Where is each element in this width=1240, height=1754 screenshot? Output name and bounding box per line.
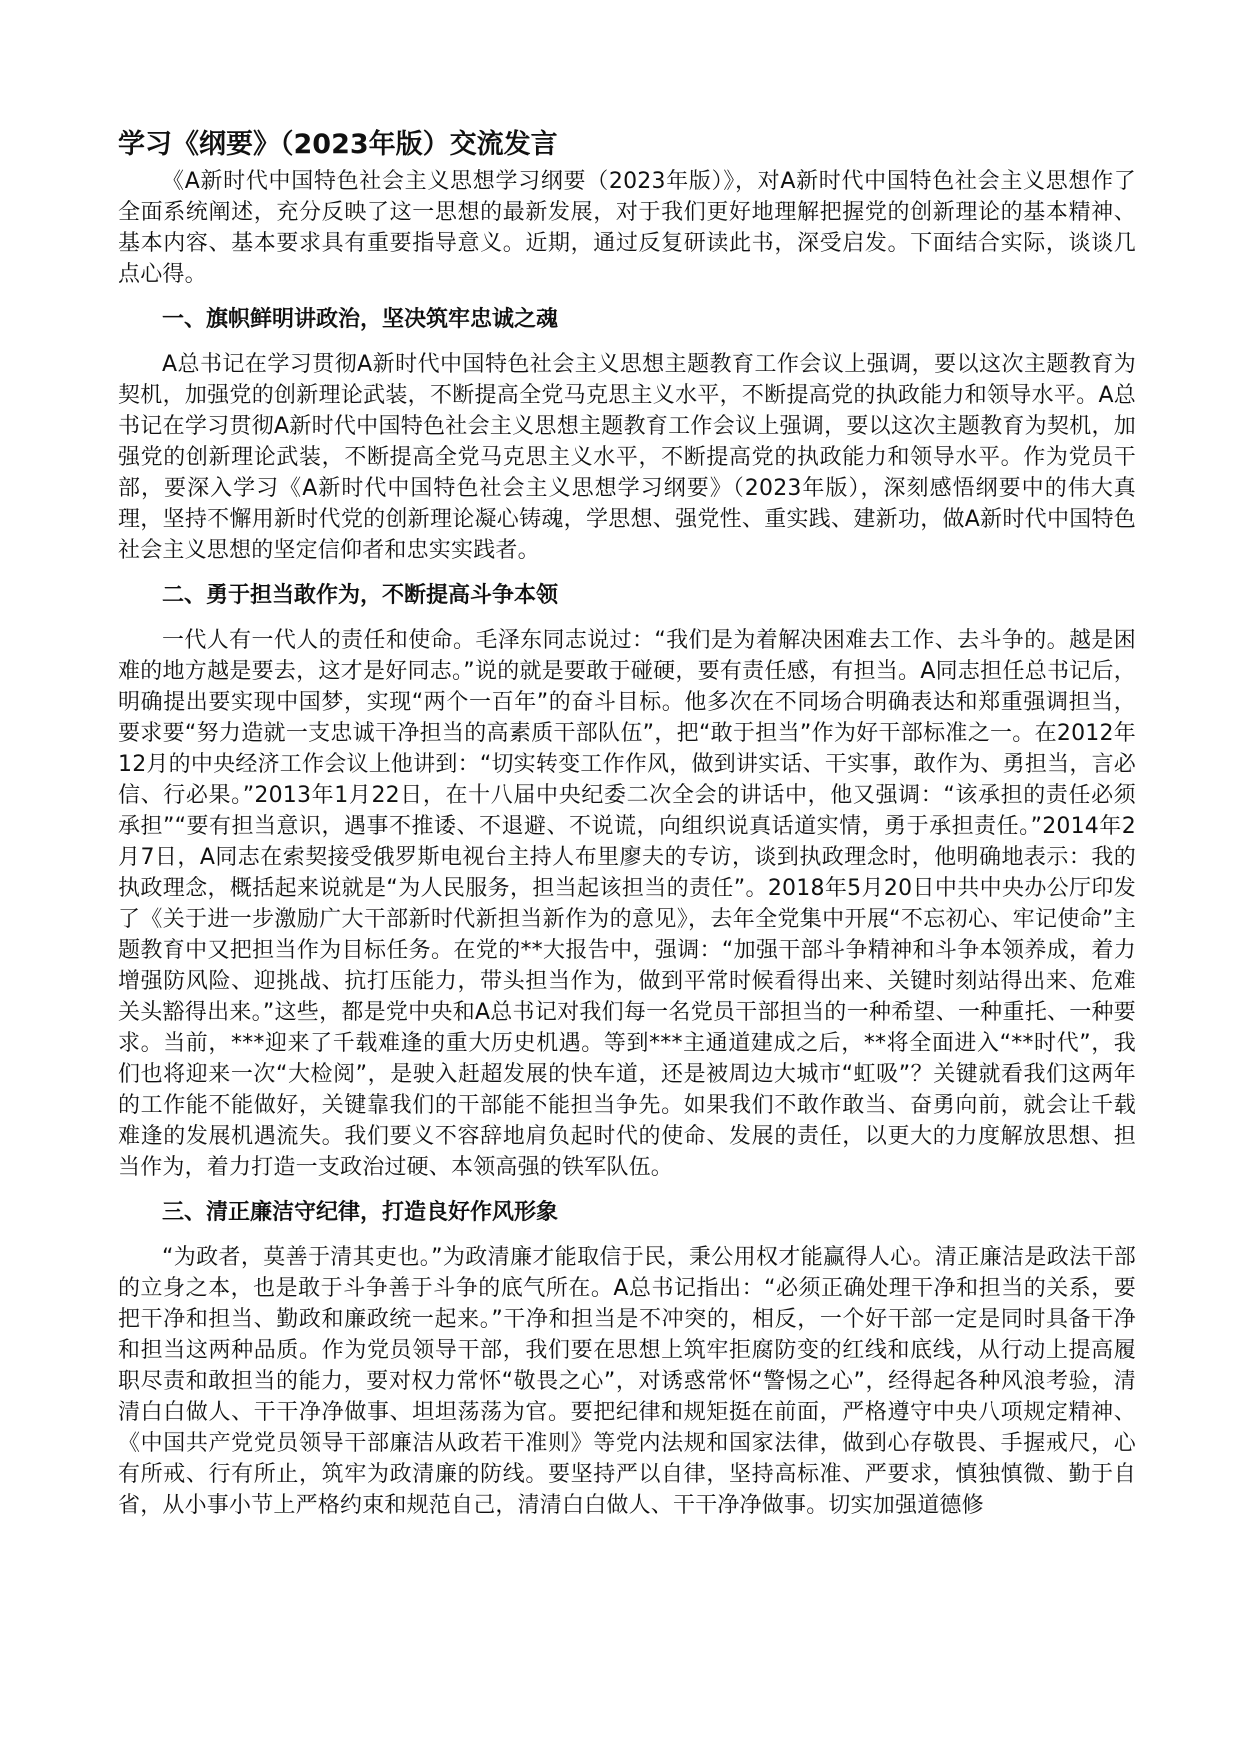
section-1-paragraph: A总书记在学习贯彻A新时代中国特色社会主义思想主题教育工作会议上强调，要以这次主题教育为契机，加强党的创新理论武装，不断提高全党马克思主义水平，不断提高党的执政能力和领导水平。A总书记在学习贯彻A新时代中国特色社会主义思想主题教育工作会议上强调，要以这次主题教育为契机，加强党的创新理论武装，不断提高全党马克思主义水平，不断提高党的执政能力和领导水平。作为党员干部，要深入学习《A新时代中国特色社会主义思想学习纲要》（2023年版），深刻感悟纲要中的伟大真理，坚持不懈用新时代党的创新理论凝心铸魂，学思想、强党性、重实践、建新功，做A新时代中国特色社会主义思想的坚定信仰者和忠实实践者。 (118, 352, 1136, 563)
section-2-heading: 二、勇于担当敢作为，不断提高斗争本领 (162, 583, 559, 608)
section-2-paragraph: 一代人有一代人的责任和使命。毛泽东同志说过：“我们是为着解决困难去工作、去斗争的。越是困难的地方越是要去，这才是好同志。”说的就是要敢于碰硬，要有责任感，有担当。A同志担任总书记后，明确提出要实现中国梦，实现“两个一百年”的奋斗目标。他多次在不同场合明确表达和郑重强调担当，要求要“努力造就一支忠诚干净担当的高素质干部队伍”，把“敢于担当”作为好干部标准之一。在2012年12月的中央经济工作会议上他讲到：“切实转变工作作风，做到讲实话、干实事，敢作为、勇担当，言必信、行必果。”2013年1月22日，在十八届中央纪委二次全会的讲话中，他又强调：“该承担的责任必须承担”“要有担当意识，遇事不推诿、不退避、不说谎，向组织说真话道实情，勇于承担责任。”2014年2月7日，A同志在索契接受俄罗斯电视台主持人布里廖夫的专访，谈到执政理念时，他明确地表示：我的执政理念，概括起来说就是“为人民服务，担当起该担当的责任”。2018年5月20日中共中央办公厅印发了《关于进一步激励广大干部新时代新担当新作为的意见》，去年全党集中开展“不忘初心、牢记使命”主题教育中又把担当作为目标任务。在党的**大报告中，强调：“加强干部斗争精神和斗争本领养成，着力增强防风险、迎挑战、抗打压能力，带头担当作为，做到平常时候看得出来、关键时刻站得出来、危难关头豁得出来。”这些，都是党中央和A总书记对我们每一名党员干部担当的一种希望、一种重托、一种要求。当前，***迎来了千载难逢的重大历史机遇。等到***主通道建成之后，**将全面进入“**时代”，我们也将迎来一次“大检阅”，是驶入赶超发展的快车道，还是被周边大城市“虹吸”？关键就看我们这两年的工作能不能做好，关键靠我们的干部能不能担当争先。如果我们不敢作敢当、奋勇向前，就会让千载难逢的发展机遇流失。我们要义不容辞地肩负起时代的使命、发展的责任，以更大的力度解放思想、担当作为，着力打造一支政治过硬、本领高强的铁军队伍。 (118, 628, 1136, 1180)
section-3-paragraph: “为政者，莫善于清其吏也。”为政清廉才能取信于民，秉公用权才能赢得人心。清正廉洁是政法干部的立身之本，也是敢于斗争善于斗争的底气所在。A总书记指出：“必须正确处理干净和担当的关系，要把干净和担当、勤政和廉政统一起来。”干净和担当是不冲突的，相反，一个好干部一定是同时具备干净和担当这两种品质。作为党员领导干部，我们要在思想上筑牢拒腐防变的红线和底线，从行动上提高履职尽责和敢担当的能力，要对权力常怀“敬畏之心”，对诱惑常怀“警惕之心”，经得起各种风浪考验，清清白白做人、干干净净做事、坦坦荡荡为官。要把纪律和规矩挺在前面，严格遵守中央八项规定精神、《中国共产党党员领导干部廉洁从政若干准则》等党内法规和国家法律，做到心存敬畏、手握戒尺，心有所戒、行有所止，筑牢为政清廉的防线。要坚持严以自律，坚持高标准、严要求，慎独慎微、勤于自省，从小事小节上严格约束和规范自己，清清白白做人、干干净净做事。切实加强道德修 (118, 1245, 1136, 1518)
document-title: 学习《纲要》（2023年版）交流发言 (118, 129, 558, 160)
section-1-heading: 一、旗帜鲜明讲政治，坚决筑牢忠诚之魂 (162, 307, 559, 332)
document-body (118, 126, 1136, 1521)
section-3-heading: 三、清正廉洁守纪律，打造良好作风形象 (162, 1200, 559, 1225)
intro-paragraph: 《A新时代中国特色社会主义思想学习纲要（2023年版）》，对A新时代中国特色社会主义思想作了全面系统阐述，充分反映了这一思想的最新发展，对于我们更好地理解把握党的创新理论的基本精神、基本内容、基本要求具有重要指导意义。近期，通过反复研读此书，深受启发。下面结合实际，谈谈几点心得。 (118, 169, 1136, 287)
